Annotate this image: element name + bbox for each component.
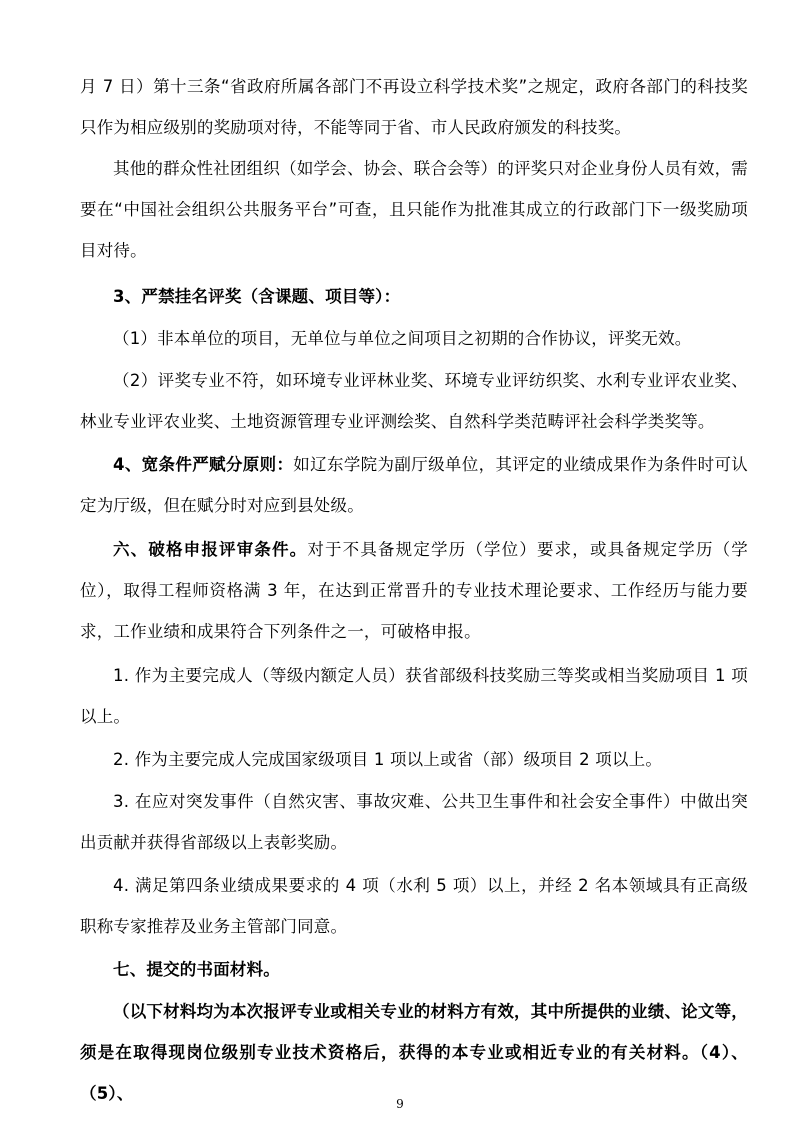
- paragraph-scoring-principle: [80, 444, 748, 526]
- condition-item-2: [80, 739, 748, 780]
- condition-item-3: [80, 781, 748, 863]
- paragraph-award-rule: [80, 66, 748, 148]
- list-item-1: [80, 318, 748, 359]
- page-number: 9: [396, 1097, 404, 1111]
- paragraph-materials-note: [80, 991, 748, 1114]
- list-item-2: [80, 360, 748, 442]
- list-item-text: （2）评奖专业不符，如环境专业评林业奖、环境专业评纺织奖、水利专业评农业奖、林业专业评农业奖、土地资源管理专业评测绘奖、自然科学类范畴评社会科学类奖等。: [80, 371, 748, 431]
- paragraph-lead: 4、宽条件严赋分原则：: [113, 455, 294, 474]
- paragraph-text: 对于不具备规定学历（学位）要求，或具备规定学历（学位），取得工程师资格满 3 年，在达到正常晋升的专业技术理论要求、工作经历与能力要求，工作业绩和成果符合下列条件之一，可破格申报。: [80, 540, 749, 641]
- condition-text: 2. 作为主要完成人完成国家级项目 1 项以上或省（部）级项目 2 项以上。: [113, 750, 663, 769]
- paragraph-social-groups: [80, 148, 748, 271]
- condition-text: 3. 在应对突发事件（自然灾害、事故灾难、公共卫生事件和社会安全事件）中做出突出贡献并获得省部级以上表彰奖励。: [80, 792, 748, 852]
- list-item-text: （1）非本单位的项目，无单位与单位之间项目之初期的合作协议，评奖无效。: [113, 329, 692, 348]
- heading-text: 3、严禁挂名评奖（含课题、项目等）：: [113, 287, 401, 306]
- paragraph-text: （以下材料均为本次报评专业或相关专业的材料方有效，其中所提供的业绩、论文等，须是在取得现岗位级别专业技术资格后，获得的本专业或相近专业的有关材料。（4）、（5）、: [80, 1002, 748, 1103]
- paragraph-exceptional-conditions: [80, 529, 748, 652]
- condition-item-4: [80, 865, 748, 947]
- condition-text: 1. 作为主要完成人（等级内额定人员）获省部级科技奖励三等奖或相当奖励项目 1 项以上。: [80, 666, 748, 726]
- paragraph-text: 其他的群众性社团组织（如学会、协会、联合会等）的评奖只对企业身份人员有效，需要在“中国社会组织公共服务平台”可查，且只能作为批准其成立的行政部门下一级奖励项目对待。: [80, 159, 748, 260]
- paragraph-text: 如辽东学院为副厅级单位，其评定的业绩成果作为条件时可认定为厅级，但在赋分时对应到县处级。: [80, 455, 748, 515]
- heading-no-nominal-awards: [80, 276, 748, 317]
- section-heading-materials: [80, 949, 748, 990]
- condition-item-1: [80, 655, 748, 737]
- heading-text: 七、提交的书面材料。: [113, 960, 280, 979]
- paragraph-text: 月 7 日）第十三条“省政府所属各部门不再设立科学技术奖”之规定，政府各部门的科技奖只作为相应级别的奖励项对待，不能等同于省、市人民政府颁发的科技奖。: [80, 77, 748, 137]
- condition-text: 4. 满足第四条业绩成果要求的 4 项（水利 5 项）以上，并经 2 名本领域具有正高级职称专家推荐及业务主管部门同意。: [80, 876, 748, 936]
- section-heading: 六、破格申报评审条件。: [113, 540, 308, 559]
